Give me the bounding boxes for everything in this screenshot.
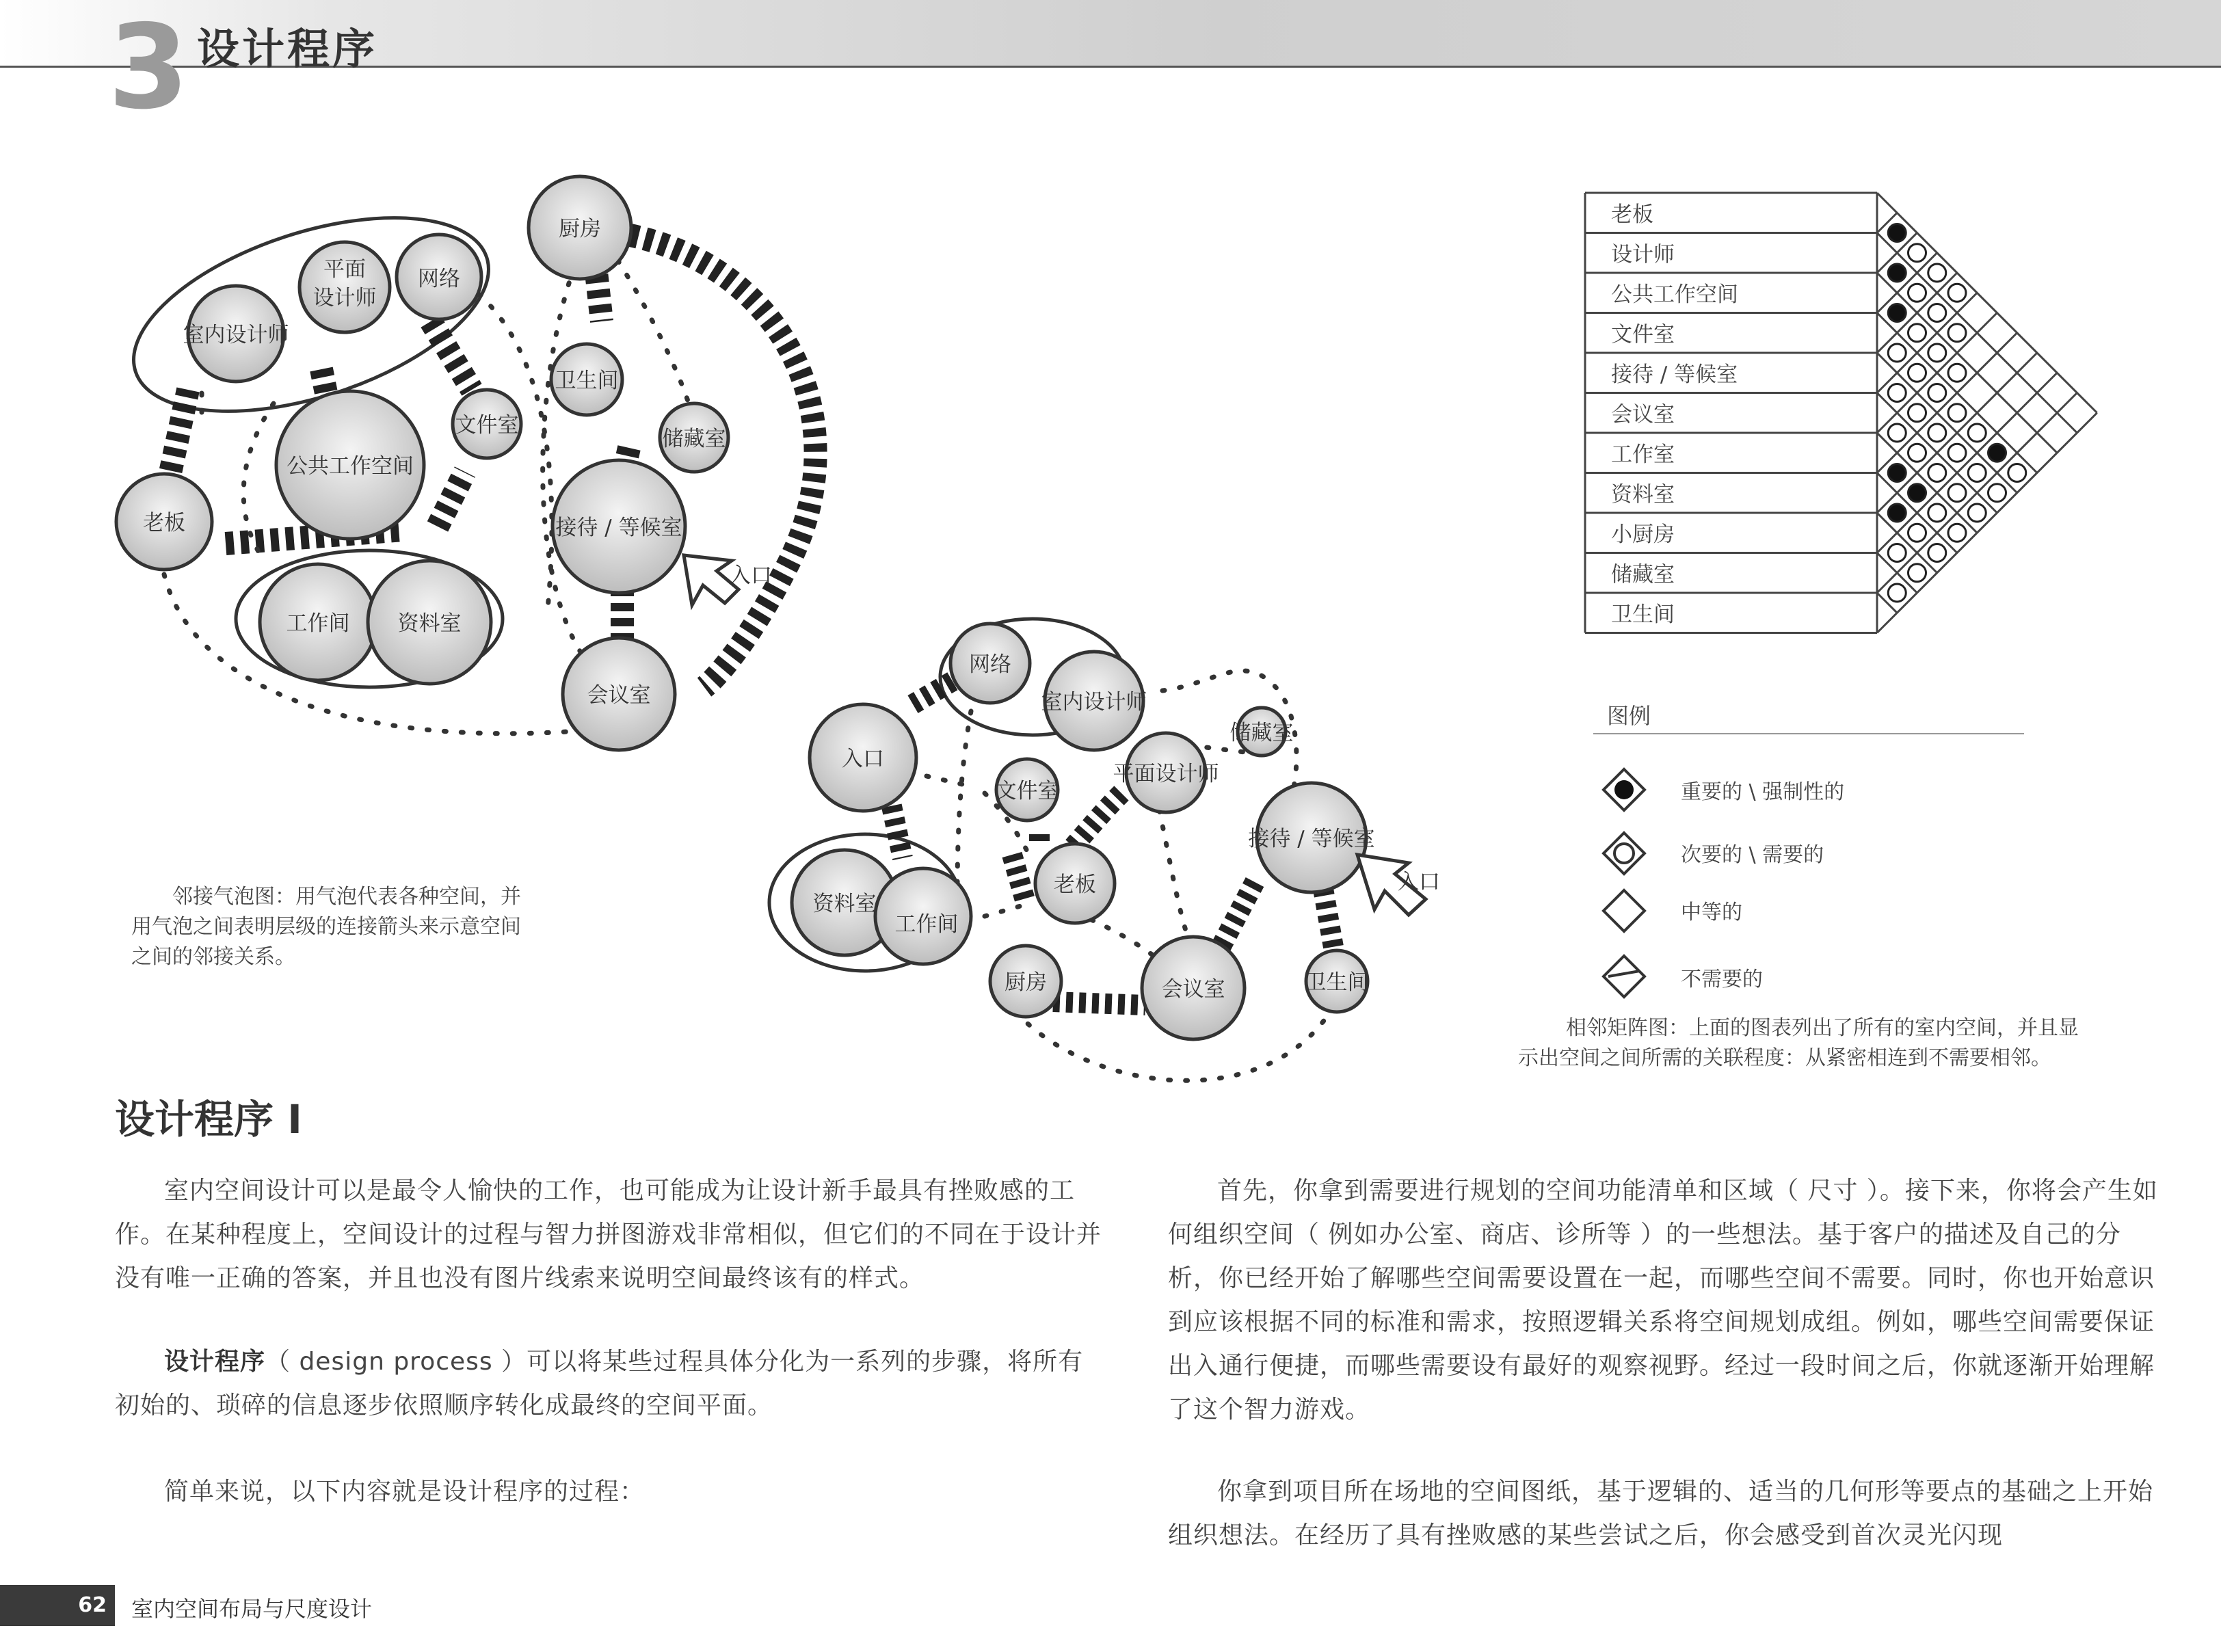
matrix-caption-line1: 相邻矩阵图：上面的图表列出了所有的室内空间，并且显 [1566,1016,2079,1040]
matrix-mark-important [1888,224,1906,242]
matrix-mark-secondary [1928,424,1946,442]
left-paragraph-2-rest: （ design process ）可以将某些过程具体分化为一系列的步骤，将所有初始的、琐碎的信息逐步依照顺序转化成最终的空间平面。 [115,1348,1084,1420]
adjacency-bubble-diagram-2 [769,619,1440,1080]
label2-planner: 平面设计师 [1113,762,1219,786]
label-boss: 老板 [143,511,185,535]
legend-medium-label: 中等的 [1681,901,1742,924]
label2-storage: 储藏室 [1229,721,1294,745]
matrix-mark-secondary [1909,404,1926,422]
legend-important-label: 重要的 \ 强制性的 [1681,780,1845,804]
left-paragraph-2 [115,1340,1106,1428]
label-public-workspace: 公共工作空间 [287,454,414,479]
label-meeting: 会议室 [587,683,651,708]
matrix-mark-secondary [1888,344,1906,362]
matrix-row-label: 老板 [1611,202,1653,228]
label-restroom: 卫生间 [555,369,619,393]
matrix-caption [1518,1013,2175,1074]
label-storage: 储藏室 [662,427,726,451]
matrix-mark-secondary [1928,384,1946,402]
matrix-mark-important [1888,464,1906,482]
legend-secondary-label: 次要的 \ 需要的 [1681,843,1824,867]
matrix-mark-secondary [2008,464,2026,482]
matrix-mark-important [1888,264,1906,282]
label-entrance: 入口 [730,563,772,588]
matrix-mark-secondary [1909,324,1926,342]
page-number-badge [0,1585,115,1626]
left-paragraph-1: 室内空间设计可以是最令人愉快的工作，也可能成为让设计新手最具有挫败感的工作。在某种程度上，空间设计的过程与智力拼图游戏非常相似，但它们的不同在于设计并没有唯一正确的答案，并且也没有图片线索来说明空间最终该有的样式。 [115,1177,1102,1292]
right-paragraph-2: 你拿到项目所在场地的空间图纸，基于逻辑的、适当的几何形等要点的基础之上开始组织想法。在经历了具有挫败感的某些尝试之后，你会感受到首次灵光闪现 [1168,1478,2154,1549]
matrix-mark-secondary [1928,344,1946,362]
bubbles-1 [116,176,728,750]
page-number: 62 [78,1593,107,1617]
matrix-row-label: 会议室 [1611,402,1675,427]
matrix-mark-secondary [1948,484,1966,502]
label2-entrance-arrow: 入口 [1398,870,1440,894]
matrix-mark-secondary [1948,524,1966,542]
matrix-mark-secondary [1968,464,1986,482]
label-workroom: 工作间 [286,611,350,636]
matrix-row-label: 公共工作空间 [1611,282,1738,308]
label2-entrance: 入口 [842,747,884,771]
left-paragraph-3: 简单来说，以下内容就是设计程序的过程： [164,1478,646,1506]
legend-unneeded-label: 不需要的 [1681,968,1763,991]
matrix-caption-line2: 示出空间之间所需的关联程度：从紧密相连到不需要相邻。 [1518,1046,2051,1070]
label-planner-line2: 设计师 [312,286,377,310]
matrix-row-label: 文件室 [1611,322,1675,347]
matrix-row-label: 工作室 [1611,442,1675,468]
label-kitchen: 厨房 [559,217,601,241]
label2-boss: 老板 [1054,872,1096,897]
matrix-mark-secondary [1909,444,1926,462]
label2-kitchen: 厨房 [1005,970,1047,995]
matrix-row-label: 储藏室 [1611,562,1675,587]
matrix-mark-secondary [1948,364,1966,382]
chapter-number: 3 [108,0,189,135]
matrix-mark-secondary [1909,564,1926,582]
matrix-mark-secondary [1888,584,1906,602]
label-interior-designer: 室内设计师 [183,323,289,347]
matrix-mark-secondary [1928,504,1946,522]
matrix-mark-secondary [1968,504,1986,522]
matrix-mark-secondary [1928,464,1946,482]
matrix-mark-important [1909,484,1926,502]
label2-reception: 接待 / 等候室 [1248,827,1375,851]
matrix-mark-secondary [1888,544,1906,562]
right-paragraph-1: 首先，你拿到需要进行规划的空间功能清单和区域（ 尺寸 ）。接下来，你将会产生如何组织空间（ 例如办公室、商店、诊所等 ）的一些想法。基于客户的描述及自己的分析，你已经开始了解哪些空间需要设置在一起，而哪些空间不需要。同时，你也开始意识到应该根据不同的标准和需求，按照逻辑关系将空间规划成组。例如，哪些空间需要保证出入通行便捷，而哪些需要设有最好的观察视野。经过一段时间之后，你就逐渐开始理解了这个智力游戏。 [1168,1177,2158,1424]
legend-medium-icon [1604,890,1645,931]
matrix-mark-secondary [1948,444,1966,462]
diagram1-caption-line1: 邻接气泡图：用气泡代表各种空间，并 [172,885,521,909]
matrix-mark-important [1888,304,1906,322]
matrix-mark-secondary [1888,424,1906,442]
section-title: 设计程序 Ⅰ [115,1096,302,1143]
book-title: 室内空间布局与尺度设计 [131,1596,373,1622]
label2-network: 网络 [969,652,1011,677]
matrix-mark-secondary [1928,544,1946,562]
matrix-row-label: 设计师 [1611,242,1675,267]
label-reception: 接待 / 等候室 [555,516,682,540]
adjacency-matrix [1585,193,2097,633]
label-network: 网络 [418,267,460,291]
diagram1-caption-line2: 用气泡之间表明层级的连接箭头来示意空间 [131,915,521,939]
adjacency-bubble-diagram-1 [110,176,815,750]
matrix-row-label: 卫生间 [1611,602,1675,628]
design-process-term: 设计程序 [164,1348,266,1376]
matrix-mark-secondary [1909,284,1926,302]
matrix-row-label: 接待 / 等候室 [1611,362,1738,388]
matrix-mark-important [1989,444,2006,462]
matrix-mark-secondary [1909,244,1926,262]
chapter-title: 设计程序 [197,24,378,74]
matrix-mark-secondary [1909,524,1926,542]
label2-restroom: 卫生间 [1305,970,1369,995]
matrix-rows [1585,193,1877,633]
label2-archive: 资料室 [812,892,877,916]
matrix-mark-secondary [1989,484,2006,502]
matrix-mark-secondary [1948,404,1966,422]
matrix-mark-secondary [1909,364,1926,382]
matrix-row-label: 资料室 [1611,482,1675,507]
label2-file-room: 文件室 [995,779,1059,803]
matrix-row-label: 小厨房 [1611,522,1675,548]
label2-workroom: 工作间 [894,912,959,937]
label-file-room: 文件室 [455,413,519,438]
label2-meeting: 会议室 [1161,977,1225,1002]
matrix-mark-secondary [1948,284,1966,302]
label-planner-line1: 平面 [323,257,366,282]
matrix-mark-secondary [1928,304,1946,322]
label2-interior-designer: 室内设计师 [1041,690,1147,715]
matrix-legend [1593,703,2024,997]
matrix-mark-secondary [1968,424,1986,442]
matrix-mark-secondary [1888,384,1906,402]
legend-title: 图例 [1607,703,1651,729]
matrix-mark-important [1888,504,1906,522]
label-archive: 资料室 [397,611,462,636]
matrix-mark-secondary [1928,264,1946,282]
matrix-mark-secondary [1948,324,1966,342]
diagram1-caption-line3: 之间的邻接关系。 [131,945,295,969]
diagram1-caption [131,882,624,972]
